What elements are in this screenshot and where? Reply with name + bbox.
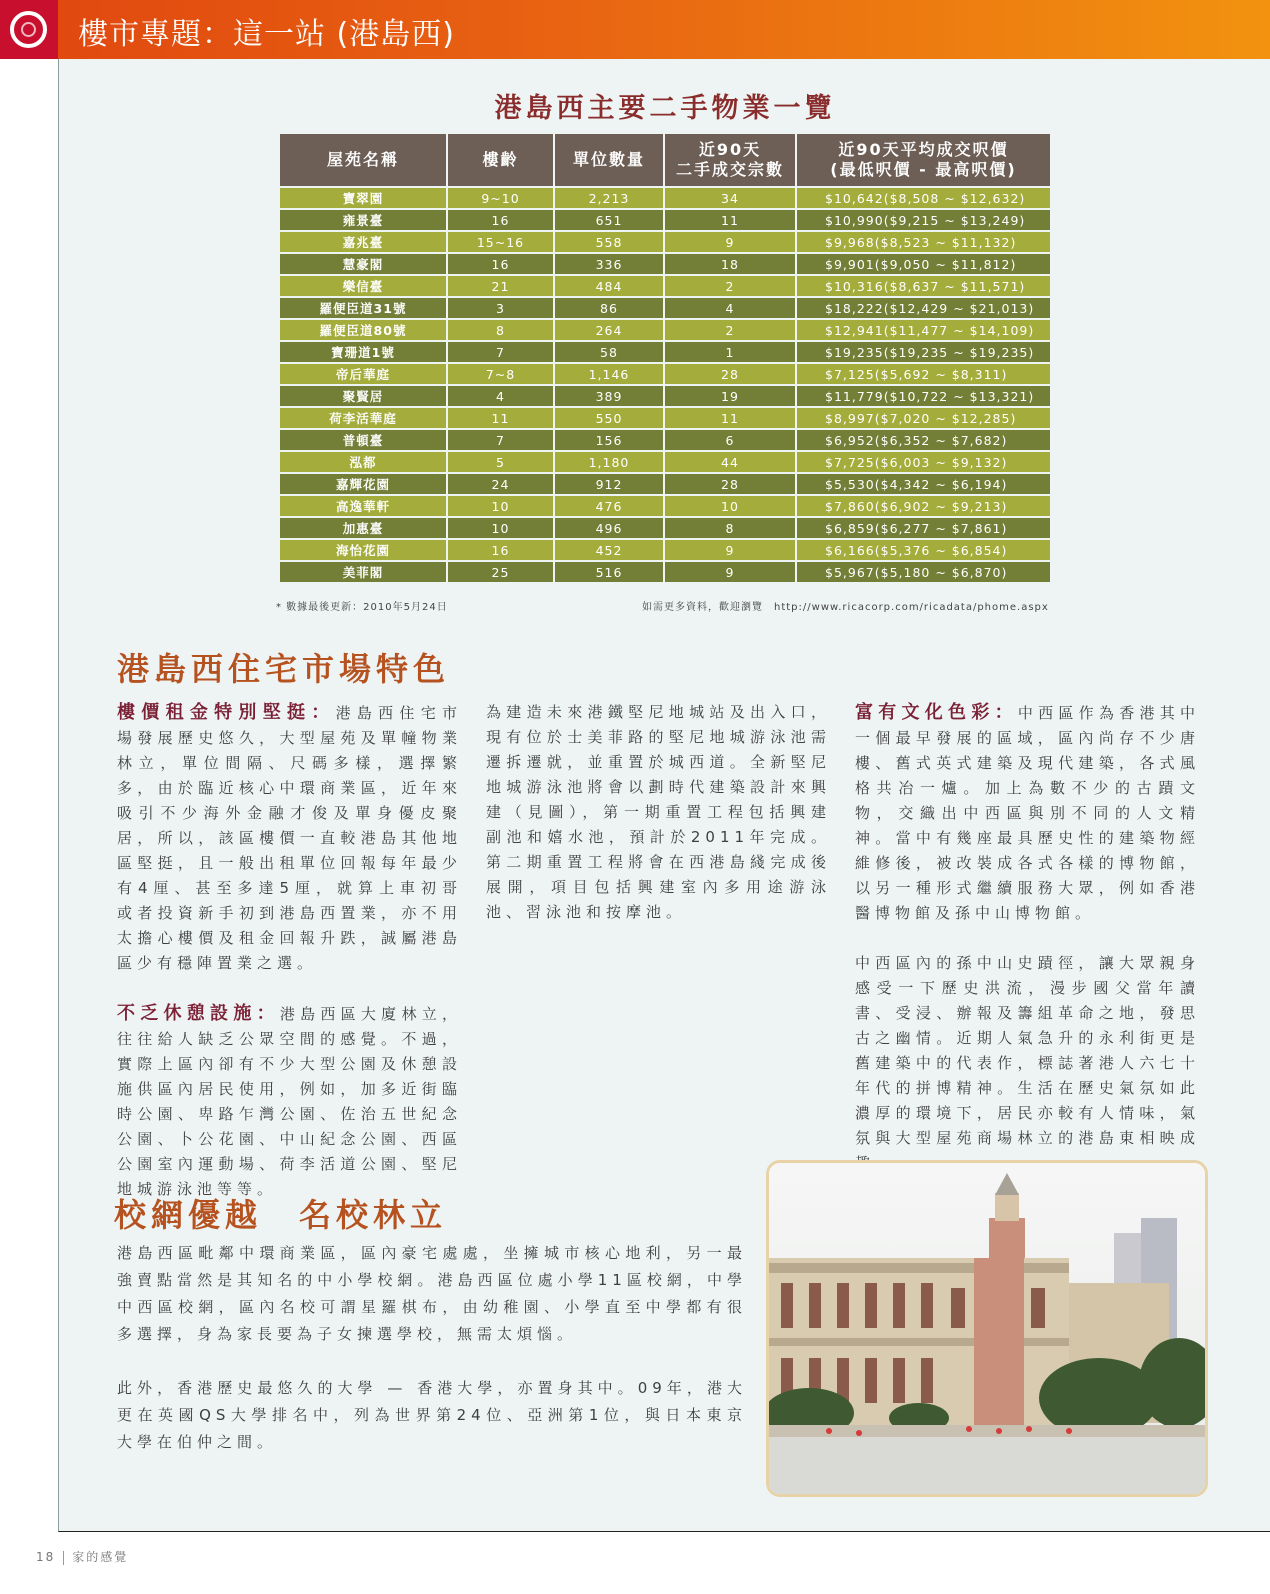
- cell-name: 寶珊道1號: [280, 342, 446, 362]
- cell-units: 651: [555, 210, 663, 230]
- header-cell-name: 屋苑名稱: [280, 134, 446, 186]
- table-row: [280, 430, 1050, 450]
- ring-icon: [10, 11, 47, 48]
- cell-units: 558: [555, 232, 663, 252]
- cell-age: 7: [448, 430, 553, 450]
- cell-age: 21: [448, 276, 553, 296]
- cell-deals: 1: [665, 342, 795, 362]
- cell-deals: 6: [665, 430, 795, 450]
- cell-deals: 9: [665, 562, 795, 582]
- cell-age: 3: [448, 298, 553, 318]
- header-cell-deals: 近90天 二手成交宗數: [665, 134, 795, 186]
- cell-units: 516: [555, 562, 663, 582]
- paragraph-leisure: [117, 1001, 462, 1202]
- cell-name: 荷李活華庭: [280, 408, 446, 428]
- header-cell-age: 樓齡: [448, 134, 553, 186]
- lead-leisure: 不乏休憩設施：: [117, 1003, 280, 1024]
- cell-age: 16: [448, 254, 553, 274]
- table-row: [280, 342, 1050, 362]
- table-footnote-date: * 數據最後更新：2010年5月24日: [276, 602, 448, 613]
- text-pool: 為建造未來港鐵堅尼地城站及出入口，現有位於士美菲路的堅尼地城游泳池需遷拆遷就，並重置於城西道。全新堅尼地城游泳池將會以劃時代建築設計來興建（見圖），第一期重置工程包括興建副池和嬉水池，預計於2011年完成。第二期重置工程將會在西港島綫完成後展開，項目包括興建室內多用途游泳池、習泳池和按摩池。: [486, 703, 831, 921]
- cell-units: 496: [555, 518, 663, 538]
- schools-section-title: 校網優越 名校林立: [114, 1196, 448, 1234]
- cell-name: 聚賢居: [280, 386, 446, 406]
- paragraph-price-rent: [117, 700, 462, 976]
- page-footer: [36, 1548, 128, 1565]
- table-row: [280, 188, 1050, 208]
- cell-name: 雍景臺: [280, 210, 446, 230]
- cell-deals: 18: [665, 254, 795, 274]
- cell-name: 嘉兆臺: [280, 232, 446, 252]
- cell-units: 1,180: [555, 452, 663, 472]
- cell-units: 550: [555, 408, 663, 428]
- cell-deals: 11: [665, 210, 795, 230]
- table-row: [280, 298, 1050, 318]
- market-column-1: [117, 700, 462, 1227]
- cell-name: 高逸華軒: [280, 496, 446, 516]
- cell-age: 24: [448, 474, 553, 494]
- cell-name: 普頓臺: [280, 430, 446, 450]
- cell-price: $7,860($6,902 ~ $9,213): [797, 496, 1050, 516]
- cell-units: 156: [555, 430, 663, 450]
- table-row: [280, 276, 1050, 296]
- table-row: [280, 452, 1050, 472]
- lead-price-rent: 樓價租金特別堅挺：: [117, 702, 336, 723]
- cell-name: 嘉輝花園: [280, 474, 446, 494]
- cell-name: 慧豪閣: [280, 254, 446, 274]
- cell-name: 樂信臺: [280, 276, 446, 296]
- cell-price: $10,642($8,508 ~ $12,632): [797, 188, 1050, 208]
- cell-deals: 11: [665, 408, 795, 428]
- table-row: [280, 408, 1050, 428]
- cell-price: $5,530($4,342 ~ $6,194): [797, 474, 1050, 494]
- cell-deals: 28: [665, 474, 795, 494]
- cell-units: 2,213: [555, 188, 663, 208]
- market-section-title: 港島西住宅市場特色: [117, 650, 451, 688]
- cell-deals: 2: [665, 276, 795, 296]
- schools-column: [117, 1240, 747, 1481]
- cell-units: 484: [555, 276, 663, 296]
- cell-price: $11,779($10,722 ~ $13,321): [797, 386, 1050, 406]
- cell-deals: 8: [665, 518, 795, 538]
- cell-units: 58: [555, 342, 663, 362]
- cell-deals: 28: [665, 364, 795, 384]
- market-column-2: [486, 700, 831, 950]
- cell-age: 11: [448, 408, 553, 428]
- table-row: [280, 474, 1050, 494]
- university-building-image: [769, 1163, 1205, 1494]
- table-header: [280, 134, 1050, 186]
- cell-age: 7~8: [448, 364, 553, 384]
- cell-age: 4: [448, 386, 553, 406]
- cell-price: $9,968($8,523 ~ $11,132): [797, 232, 1050, 252]
- cell-units: 264: [555, 320, 663, 340]
- table-row: [280, 254, 1050, 274]
- university-photo: [766, 1160, 1208, 1497]
- cell-price: $10,316($8,637 ~ $11,571): [797, 276, 1050, 296]
- cell-age: 5: [448, 452, 553, 472]
- cell-deals: 44: [665, 452, 795, 472]
- cell-price: $7,125($5,692 ~ $8,311): [797, 364, 1050, 384]
- cell-units: 389: [555, 386, 663, 406]
- cell-age: 16: [448, 540, 553, 560]
- table-row: [280, 320, 1050, 340]
- cell-age: 15~16: [448, 232, 553, 252]
- table-row: [280, 364, 1050, 384]
- lead-culture: 富有文化色彩：: [855, 702, 1018, 723]
- cell-name: 海怡花園: [280, 540, 446, 560]
- cell-price: $19,235($19,235 ~ $19,235): [797, 342, 1050, 362]
- cell-price: $7,725($6,003 ~ $9,132): [797, 452, 1050, 472]
- cell-units: 336: [555, 254, 663, 274]
- magazine-logo: [0, 0, 58, 59]
- text-history-trail: 中西區內的孫中山史蹟徑，讓大眾親身感受一下歷史洪流，漫步國父當年讀書、受浸、辦報及籌組革命之地，發思古之幽情。近期人氣急升的永利街更是舊建築中的代表作，標誌著港人六七十年代的拼博精神。生活在歷史氣氛如此濃厚的環境下，居民亦較有人情味，氣氛與大型屋苑商場林立的港島東相映成: [855, 954, 1200, 1147]
- property-table-body: [280, 188, 1050, 584]
- cell-deals: 4: [665, 298, 795, 318]
- header-cell-units: 單位數量: [555, 134, 663, 186]
- cell-deals: 9: [665, 540, 795, 560]
- cell-price: $6,952($6,352 ~ $7,682): [797, 430, 1050, 450]
- magazine-name: 家的感覺: [72, 1550, 129, 1564]
- cell-units: 912: [555, 474, 663, 494]
- paragraph-pool: [486, 700, 831, 925]
- cell-deals: 34: [665, 188, 795, 208]
- cell-units: 452: [555, 540, 663, 560]
- market-column-3: [855, 700, 1200, 1201]
- text-leisure: 港島西區大廈林立，往往給人缺乏公眾空間的感覺。不過，實際上區內卻有不少大型公園及休憩設施供區內居民使用，例如，加多近街臨時公園、卑路乍灣公園、佐治五世紀念公園、卜公花園、中山紀念公園、西區公園室內運動場、荷李活道公園、堅尼地城游泳池等等。: [117, 1005, 462, 1198]
- table-footnote-source: 如需更多資料，歡迎瀏覽 http://www.ricacorp.com/ricadata/phome.aspx: [642, 602, 1049, 613]
- cell-deals: 2: [665, 320, 795, 340]
- cell-price: $6,166($5,376 ~ $6,854): [797, 540, 1050, 560]
- cell-age: 9~10: [448, 188, 553, 208]
- cell-deals: 19: [665, 386, 795, 406]
- cell-name: 加惠臺: [280, 518, 446, 538]
- cell-age: 10: [448, 518, 553, 538]
- text-price-rent: 港島西住宅市場發展歷史悠久，大型屋苑及單幢物業林立，單位間隔、尺碼多樣，選擇繁多，由於臨近核心中環商業區，近年來吸引不少海外金融才俊及單身優皮聚居，所以，該區樓價一直較港島其他地區堅挺，且一般出租單位回報每年最少有4厘、甚至多達5厘，就算上車初哥或者投資新手初到港島西置業，亦不用太擔心樓價及租金回報升跌，誠屬港島區少有穩陣置業之選。: [117, 704, 462, 972]
- cell-name: 羅便臣道31號: [280, 298, 446, 318]
- cell-units: 86: [555, 298, 663, 318]
- paragraph-history-trail: [855, 951, 1200, 1176]
- cell-price: $6,859($6,277 ~ $7,861): [797, 518, 1050, 538]
- cell-name: 羅便臣道80號: [280, 320, 446, 340]
- cell-age: 25: [448, 562, 553, 582]
- cell-deals: 9: [665, 232, 795, 252]
- cell-name: 美菲閣: [280, 562, 446, 582]
- table-row: [280, 386, 1050, 406]
- cell-age: 16: [448, 210, 553, 230]
- cell-age: 7: [448, 342, 553, 362]
- cell-price: $5,967($5,180 ~ $6,870): [797, 562, 1050, 582]
- table-row: [280, 518, 1050, 538]
- cell-name: 帝后華庭: [280, 364, 446, 384]
- table-row: [280, 210, 1050, 230]
- paragraph-hku: 此外，香港歷史最悠久的大學 — 香港大學，亦置身其中。09年，港大更在英國QS大學排名中，列為世界第24位、亞洲第1位，與日本東京大學在伯仲之間。: [117, 1379, 747, 1451]
- page-title: 樓市專題：這一站 (港島西): [78, 17, 455, 52]
- cell-deals: 10: [665, 496, 795, 516]
- table-row: [280, 562, 1050, 582]
- table-title: 港島西主要二手物業一覽: [494, 93, 836, 124]
- cell-price: $9,901($9,050 ~ $11,812): [797, 254, 1050, 274]
- cell-name: 寶翠園: [280, 188, 446, 208]
- cell-price: $10,990($9,215 ~ $13,249): [797, 210, 1050, 230]
- cell-age: 8: [448, 320, 553, 340]
- table-row: [280, 540, 1050, 560]
- table-row: [280, 496, 1050, 516]
- text-culture: 中西區作為香港其中一個最早發展的區域，區內尚存不少唐樓、舊式英式建築及現代建築，各式風格共冶一爐。加上為數不少的古蹟文物，交織出中西區與別不同的人文精神。當中有幾座最具歷史性的建築物經維修後，被改裝成各式各樣的博物館，以另一種形式繼續服務大眾，例如香港醫博物館及孫中山博物館。: [855, 704, 1200, 922]
- page-number: 18: [36, 1550, 56, 1564]
- cell-units: 1,146: [555, 364, 663, 384]
- paragraph-culture: [855, 700, 1200, 926]
- cell-price: $8,997($7,020 ~ $12,285): [797, 408, 1050, 428]
- footer-divider: [63, 1551, 64, 1565]
- table-row: [280, 232, 1050, 252]
- cell-age: 10: [448, 496, 553, 516]
- cell-price: $18,222($12,429 ~ $21,013): [797, 298, 1050, 318]
- header-cell-price: 近90天平均成交呎價 (最低呎價 - 最高呎價): [797, 134, 1050, 186]
- cell-name: 泓都: [280, 452, 446, 472]
- cell-price: $12,941($11,477 ~ $14,109): [797, 320, 1050, 340]
- paragraph-school-net: 港島西區毗鄰中環商業區，區內豪宅處處，坐擁城市核心地利，另一最強賣點當然是其知名的中小學校網。港島西區位處小學11區校網，中學中西區校網，區內名校可謂星羅棋布，由幼稚園、小學直至中學都有很多選擇，身為家長要為子女揀選學校，無需太煩惱。: [117, 1244, 747, 1343]
- cell-units: 476: [555, 496, 663, 516]
- header-bar: [0, 0, 1270, 59]
